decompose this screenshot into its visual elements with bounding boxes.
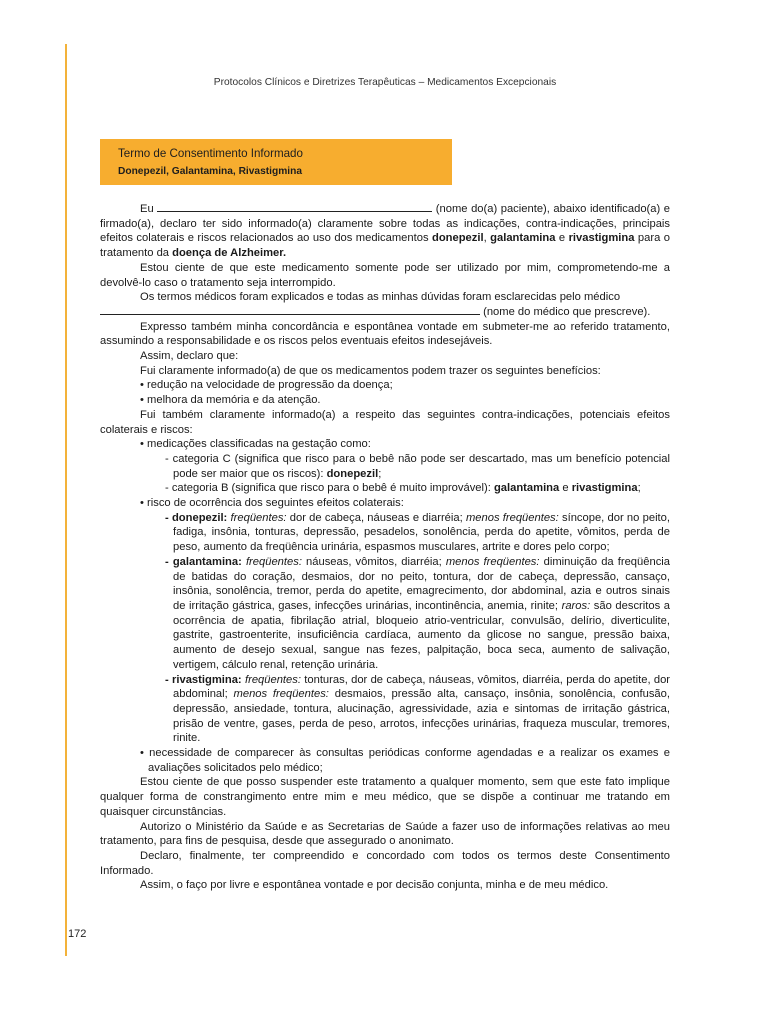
risk-item-pregnancy: • medicações classificadas na gestação como: [140, 438, 371, 451]
category-b-item: - categoria B (significa que risco para o bebê é muito improvável): galantamina e rivastigmina; [165, 482, 641, 495]
paragraph-final-declaration: Declaro, finalmente, ter compreendido e concordado com todos os termos deste Consentimento Informado. [100, 849, 670, 877]
paragraph-medication-return: Estou ciente de que este medicamento somente pode ser utilizado por mim, comprometendo-me a devolvê-lo caso o tratamento seja interrompido. [100, 261, 670, 289]
benefit-item: • redução na velocidade de progressão da doença; [140, 379, 393, 392]
risk-item-side-effects: • risco de ocorrência dos seguintes efeitos colaterais: [140, 497, 404, 510]
consent-body [100, 202, 670, 893]
paragraph-risks: Fui também claramente informado(a) a respeito das seguintes contra-indicações, potenciais efeitos colaterais e riscos: [100, 408, 670, 436]
benefit-item: • melhora da memória e da atenção. [140, 394, 321, 407]
page-number: 172 [68, 928, 87, 940]
paragraph-suspend: Estou ciente de que posso suspender este tratamento a qualquer momento, sem que este fato implique qualquer forma de constrangimento entre mim e meu médico, que se dispõe a continuar me tratando em quaisquer circunstâncias. [100, 776, 670, 818]
doctor-name-blank[interactable] [100, 305, 480, 315]
paragraph-authorization: Autorizo o Ministério da Saúde e as Secretarias de Saúde a fazer uso de informações relativas ao meu tratamento, para fins de pesquisa, desde que assegurado o anonimato. [100, 820, 670, 848]
title-banner [100, 139, 452, 185]
document-subtitle: Donepezil, Galantamina, Rivastigmina [118, 166, 302, 177]
side-effects-rivastigmina: - rivastigmina: freqüentes: tonturas, dor de cabeça, náuseas, vômitos, diarréia, perda do apetite, dor abdominal; menos freqüentes: desmaios, pressão alta, cansaço, insônia, sonolência, confusão, depressão, ansiedade, tontura, alucinação, agressividade, azia e sintomas de irritação gástrica, prisão de ventre, gases, perda de peso, arrotos, infecções urinárias, fraqueza muscular, tremores, rinite. [165, 673, 671, 745]
patient-name-blank[interactable] [157, 202, 432, 212]
risk-item-appointments: • necessidade de comparecer às consultas periódicas conforme agendadas e a realizar os exames e avaliações solicitados pelo médico; [140, 747, 670, 774]
category-c-item: - categoria C (significa que risco para o bebê não pode ser descartado, mas um benefício potencial pode ser maior que os riscos): donepezil; [165, 452, 670, 480]
paragraph-free-will: Assim, o faço por livre e espontânea vontade e por decisão conjunta, minha e de meu médico. [140, 879, 609, 892]
paragraph-declare: Assim, declaro que: [140, 350, 239, 363]
paragraph-benefits: Fui claramente informado(a) de que os medicamentos podem trazer os seguintes benefícios: [140, 364, 601, 377]
document-title: Termo de Consentimento Informado [118, 147, 303, 160]
margin-rule [65, 44, 67, 956]
paragraph-patient-declaration: Eu (nome do(a) paciente), abaixo identificado(a) e firmado(a), declaro ter sido informado(a) claramente sobre todas as indicações, contra-indicações, principais efeitos colaterais e riscos relacionados ao uso dos medicamentos donepezil, galantamina e rivastigmina para o tratamento da doença de Alzheimer. [100, 203, 670, 260]
paragraph-doctor: Os termos médicos foram explicados e todas as minhas dúvidas foram esclarecidas pelo médico (nome do médico que prescreve). [100, 290, 670, 319]
side-effects-donepezil: - donepezil: freqüentes: dor de cabeça, náuseas e diarréia; menos freqüentes: síncope, dor no peito, fadiga, insônia, tonturas, depressão, pesadelos, sonolência, perda do apetite, vômitos, perda de peso, aumento da freqüência urinária, espasmos musculares, artrite e dores pelo corpo; [165, 511, 670, 554]
side-effects-galantamina: - galantamina: freqüentes: náuseas, vômitos, diarréia; menos freqüentes: diminuição da freqüência de batidas do coração, desmaios, dor no peito, tontura, dor de cabeça, depressão, cansaço, insônia, sonolência, tremor, perda do apetite, emagrecimento, dor abdominal, azia e outros sinais de irritação gástrica, gases, infecções urinárias, incontinência, anemia, rinite; raros: são descritos a ocorrência de apatia, fibrilação atrial, bloqueio atrio-ventricular, convulsão, delírio, diverticulite, gastrite, gastroenterite, insuficiência cardíaca, aumento da glicose no sangue, pressão baixa, aumento de desejo sexual, sangue nas fezes, palpitação, boca seca, aumento de salivação, vertigem, cálculo renal, retenção urinária. [165, 555, 670, 671]
running-header: Protocolos Clínicos e Diretrizes Terapêuticas – Medicamentos Excepcionais [213, 77, 557, 88]
paragraph-agreement: Expresso também minha concordância e espontânea vontade em submeter-me ao referido tratamento, assumindo a responsabilidade e os riscos pelos eventuais efeitos indesejáveis. [100, 320, 670, 348]
